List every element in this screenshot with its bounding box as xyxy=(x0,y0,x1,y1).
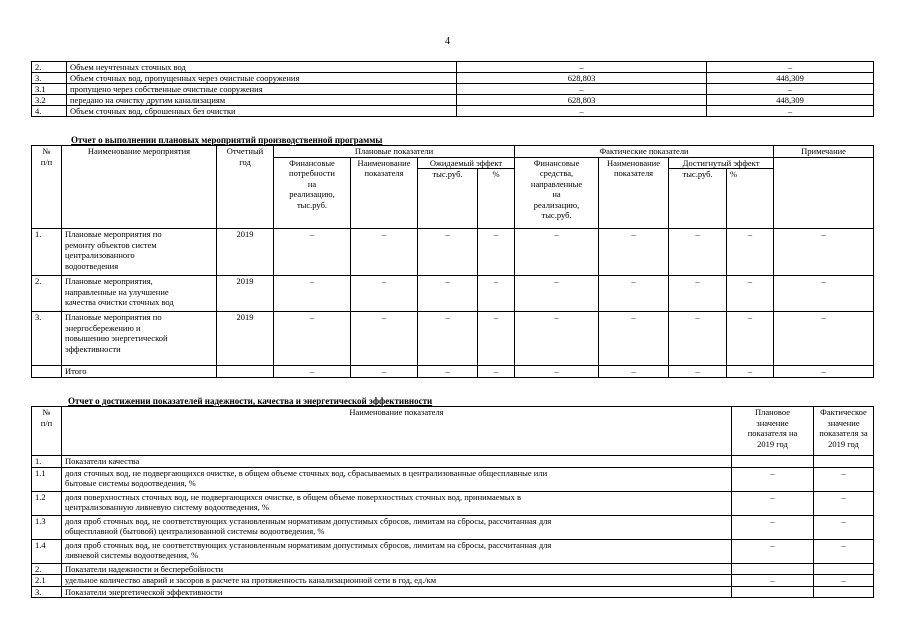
header-year: Отчетный год xyxy=(217,146,274,229)
header-fact-indicator: Наименование показателя xyxy=(599,157,669,229)
table-row xyxy=(32,586,874,598)
row-name: пропущено через собственные очистные сооружения xyxy=(67,84,457,95)
row-number: 3. xyxy=(32,586,62,598)
row-number: 3. xyxy=(32,312,62,366)
plan-value: – xyxy=(732,491,814,515)
header-plan-effect-pct: % xyxy=(478,169,515,229)
dash-cell: – xyxy=(274,312,351,366)
row-number: 1.2 xyxy=(32,491,62,515)
row-number: 4. xyxy=(32,106,67,117)
page-number: 4 xyxy=(445,36,450,47)
fact-value: 448,309 xyxy=(707,95,874,106)
dash-cell: – xyxy=(599,276,669,312)
dash-cell: – xyxy=(774,366,874,378)
row-number: 1. xyxy=(32,456,62,468)
table-row xyxy=(32,312,874,366)
plan-value xyxy=(732,586,814,598)
program-report-title: Отчет о выполнении плановых мероприятий производственной программы xyxy=(71,135,383,145)
row-name: доля проб сточных вод, не соответствующих установленным нормативам допустимых сбросов, лимитам на сбросы, рассчитанная для общесплавной (бытовой) централизованной системы водоотведения, % xyxy=(62,515,732,539)
header-name: Наименование показателя xyxy=(62,407,732,456)
header-actual: Фактические показатели xyxy=(515,146,774,158)
row-name: передано на очистку другим канализациям xyxy=(67,95,457,106)
row-name: Плановые мероприятия, направленные на улучшение качества очистки сточных вод xyxy=(62,276,217,312)
row-year: 2019 xyxy=(217,229,274,276)
header-fact-effect-pct: % xyxy=(727,169,774,229)
dash-cell: – xyxy=(774,229,874,276)
fact-value: – xyxy=(707,106,874,117)
dash-cell: – xyxy=(515,366,599,378)
row-number: 2. xyxy=(32,276,62,312)
row-name: Объем сточных вод, пропущенных через очистные сооружения xyxy=(67,73,457,84)
header-planned: Плановые показатели xyxy=(274,146,515,158)
row-name: Итого xyxy=(62,366,217,378)
dash-cell: – xyxy=(774,312,874,366)
dash-cell: – xyxy=(669,276,727,312)
plan-value: – xyxy=(732,539,814,563)
row-name: Объем неучтенных сточных вод xyxy=(67,62,457,73)
dash-cell: – xyxy=(599,312,669,366)
fact-value xyxy=(814,456,874,468)
header-fact-effect: Достигнутый эффект xyxy=(669,157,774,169)
plan-value: – xyxy=(732,467,814,491)
plan-value: – xyxy=(732,575,814,587)
plan-value: – xyxy=(732,515,814,539)
dash-cell: – xyxy=(418,312,478,366)
row-name: Объем сточных вод, сброшенных без очистки xyxy=(67,106,457,117)
header-plan-effect-rub: тыс.руб. xyxy=(418,169,478,229)
fact-value xyxy=(814,586,874,598)
header-name: Наименование мероприятия xyxy=(62,146,217,229)
header-plan: Плановое значение показателя на 2019 год xyxy=(732,407,814,456)
row-number: 3.2 xyxy=(32,95,67,106)
wastewater-volume-table xyxy=(31,61,874,117)
dash-cell: – xyxy=(351,312,418,366)
plan-value: – xyxy=(457,84,707,95)
header-num: № п/п xyxy=(32,407,62,456)
row-year xyxy=(217,366,274,378)
table-row xyxy=(32,575,874,587)
dash-cell: – xyxy=(418,229,478,276)
row-number: 1.4 xyxy=(32,539,62,563)
dash-cell: – xyxy=(599,229,669,276)
table-row xyxy=(32,456,874,468)
dash-cell: – xyxy=(727,366,774,378)
indicators-report-table xyxy=(31,406,874,598)
program-report-table xyxy=(31,145,874,378)
table-row xyxy=(32,491,874,515)
row-number: 2. xyxy=(32,563,62,575)
header-row xyxy=(32,407,874,456)
plan-value: 628,803 xyxy=(457,95,707,106)
dash-cell: – xyxy=(599,366,669,378)
header-row xyxy=(32,146,874,158)
row-name: Показатели качества xyxy=(62,456,732,468)
dash-cell: – xyxy=(418,366,478,378)
header-note: Примечание xyxy=(774,146,874,158)
plan-value xyxy=(732,456,814,468)
table-row xyxy=(32,515,874,539)
dash-cell: – xyxy=(669,312,727,366)
row-name: Плановые мероприятия по энергосбережению и повышению энергетической эффективности xyxy=(62,312,217,366)
header-fact: Фактическое значение показателя за 2019 год xyxy=(814,407,874,456)
table-row xyxy=(32,73,874,84)
header-fact-fin: Финансовые средства, направленные на реализацию, тыс.руб. xyxy=(515,157,599,229)
row-number: 3.1 xyxy=(32,84,67,95)
header-plan-fin: Финансовые потребности на реализацию, тыс.руб. xyxy=(274,157,351,229)
dash-cell: – xyxy=(478,229,515,276)
table-row xyxy=(32,276,874,312)
dash-cell: – xyxy=(515,276,599,312)
table-row xyxy=(32,106,874,117)
fact-value: 448,309 xyxy=(707,73,874,84)
dash-cell: – xyxy=(774,276,874,312)
row-number: 1. xyxy=(32,229,62,276)
row-number xyxy=(32,366,62,378)
fact-value: – xyxy=(814,539,874,563)
row-name: Показатели энергетической эффективности xyxy=(62,586,732,598)
fact-value: – xyxy=(707,84,874,95)
dash-cell: – xyxy=(274,366,351,378)
row-name: Показатели надежности и бесперебойности xyxy=(62,563,732,575)
table-row xyxy=(32,563,874,575)
dash-cell: – xyxy=(669,366,727,378)
row-number: 2. xyxy=(32,62,67,73)
indicators-report-title: Отчет о достижении показателей надежности, качества и энергетической эффективности xyxy=(68,396,433,406)
plan-value xyxy=(732,563,814,575)
row-number: 2.1 xyxy=(32,575,62,587)
row-name: доля сточных вод, не подвергающихся очистке, в общем объеме сточных вод, сбрасываемых в централизованные общесплавные или бытовые системы водоотведения, % xyxy=(62,467,732,491)
row-name: доля проб сточных вод, не соответствующих установленным нормативам допустимых сбросов, лимитам на сбросы, рассчитанная для ливневой системы водоотведения, % xyxy=(62,539,732,563)
header-note-empty xyxy=(774,157,874,229)
dash-cell: – xyxy=(727,276,774,312)
dash-cell: – xyxy=(478,276,515,312)
dash-cell: – xyxy=(727,229,774,276)
row-number: 3. xyxy=(32,73,67,84)
header-plan-effect: Ожидаемый эффект xyxy=(418,157,515,169)
table-row xyxy=(32,84,874,95)
plan-value: 628,803 xyxy=(457,73,707,84)
row-number: 1.3 xyxy=(32,515,62,539)
dash-cell: – xyxy=(727,312,774,366)
plan-value: – xyxy=(457,62,707,73)
dash-cell: – xyxy=(351,229,418,276)
table-row xyxy=(32,95,874,106)
fact-value: – xyxy=(814,575,874,587)
row-number: 1.1 xyxy=(32,467,62,491)
header-num: № п/п xyxy=(32,146,62,229)
table-row xyxy=(32,467,874,491)
plan-value: – xyxy=(457,106,707,117)
dash-cell: – xyxy=(478,312,515,366)
fact-value: – xyxy=(814,491,874,515)
fact-value xyxy=(814,563,874,575)
fact-value: – xyxy=(814,467,874,491)
table-row-total xyxy=(32,366,874,378)
dash-cell: – xyxy=(274,229,351,276)
table-row xyxy=(32,62,874,73)
dash-cell: – xyxy=(515,312,599,366)
row-name: доля поверхностных сточных вод, не подвергающихся очистке, в общем объеме поверхностных сточных вод, принимаемых в централизованную ливневую систему водоотведения, % xyxy=(62,491,732,515)
row-year: 2019 xyxy=(217,276,274,312)
dash-cell: – xyxy=(351,366,418,378)
dash-cell: – xyxy=(274,276,351,312)
dash-cell: – xyxy=(418,276,478,312)
row-name: удельное количество аварий и засоров в расчете на протяженность канализационной сети в год, ед./км xyxy=(62,575,732,587)
table-row xyxy=(32,229,874,276)
dash-cell: – xyxy=(478,366,515,378)
dash-cell: – xyxy=(515,229,599,276)
row-name: Плановые мероприятия по ремонту объектов систем централизованного водоотведения xyxy=(62,229,217,276)
dash-cell: – xyxy=(669,229,727,276)
row-year: 2019 xyxy=(217,312,274,366)
table-row xyxy=(32,539,874,563)
dash-cell: – xyxy=(351,276,418,312)
header-plan-indicator: Наименование показателя xyxy=(351,157,418,229)
header-fact-effect-rub: тыс.руб. xyxy=(669,169,727,229)
fact-value: – xyxy=(814,515,874,539)
fact-value: – xyxy=(707,62,874,73)
